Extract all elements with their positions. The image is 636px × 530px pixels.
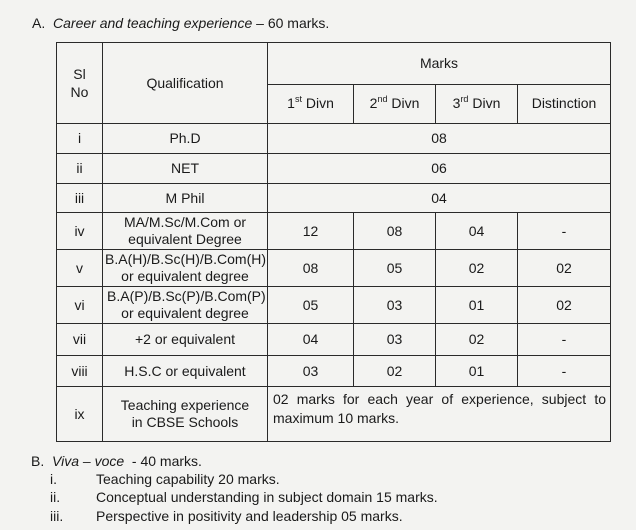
viva-item-number: ii. — [50, 489, 61, 505]
qualification-header: Qualification — [103, 43, 268, 124]
table-header-row — [57, 43, 611, 85]
viva-item-number: i. — [50, 471, 57, 487]
row-qualification: H.S.C or equivalent — [103, 356, 268, 387]
row-distinction: - — [518, 213, 611, 250]
row-third-divn: 02 — [436, 324, 518, 356]
row-sl: i — [57, 124, 103, 154]
row-distinction: 02 — [518, 287, 611, 324]
table-row — [57, 124, 611, 154]
row-second-divn: 02 — [354, 356, 436, 387]
row-first-divn: 03 — [268, 356, 354, 387]
table-row — [57, 213, 611, 250]
row-qualification: M Phil — [103, 184, 268, 213]
row-second-divn: 03 — [354, 287, 436, 324]
row-experience-note: 02 marks for each year of experience, subject to maximum 10 marks. — [268, 387, 611, 442]
section-a-letter: A. — [32, 15, 46, 31]
row-sl: ix — [57, 387, 103, 442]
row-second-divn: 05 — [354, 250, 436, 287]
marks-table — [56, 42, 611, 442]
row-sl: v — [57, 250, 103, 287]
row-qualification: B.A(H)/B.Sc(H)/B.Com(H) or equivalent degree — [103, 250, 268, 287]
viva-item-number: iii. — [50, 508, 64, 524]
section-b-letter: B. — [31, 453, 45, 469]
second-divn-header: 2nd Divn — [354, 84, 436, 124]
row-combined-marks: 04 — [268, 184, 611, 213]
row-third-divn: 01 — [436, 287, 518, 324]
row-third-divn: 02 — [436, 250, 518, 287]
table-row — [57, 387, 611, 442]
row-sl: viii — [57, 356, 103, 387]
table-row — [57, 154, 611, 184]
first-divn-header: 1st Divn — [268, 84, 354, 124]
viva-item-text: Perspective in positivity and leadership 05 marks. — [96, 508, 403, 524]
section-a-suffix: – 60 marks. — [252, 15, 330, 31]
table-row — [57, 250, 611, 287]
table-row — [57, 184, 611, 213]
row-third-divn: 01 — [436, 356, 518, 387]
row-second-divn: 08 — [354, 213, 436, 250]
row-qualification: Ph.D — [103, 124, 268, 154]
sl-no-header: Sl No — [57, 43, 103, 124]
row-first-divn: 08 — [268, 250, 354, 287]
viva-item-text: Teaching capability 20 marks. — [96, 471, 280, 487]
row-first-divn: 04 — [268, 324, 354, 356]
row-third-divn: 04 — [436, 213, 518, 250]
row-distinction: 02 — [518, 250, 611, 287]
row-qualification: NET — [103, 154, 268, 184]
row-distinction: - — [518, 324, 611, 356]
section-a-title: Career and teaching experience — [53, 15, 253, 31]
row-first-divn: 12 — [268, 213, 354, 250]
section-b-suffix: - 40 marks. — [124, 453, 202, 469]
row-sl: ii — [57, 154, 103, 184]
table-row — [57, 356, 611, 387]
row-qualification: +2 or equivalent — [103, 324, 268, 356]
row-distinction: - — [518, 356, 611, 387]
row-sl: vi — [57, 287, 103, 324]
marks-header: Marks — [268, 43, 611, 85]
row-qualification: B.A(P)/B.Sc(P)/B.Com(P) or equivalent degree — [103, 287, 268, 324]
section-b-heading — [31, 453, 202, 469]
row-combined-marks: 06 — [268, 154, 611, 184]
table-row — [57, 324, 611, 356]
table-row — [57, 287, 611, 324]
section-b-title: Viva – voce — [52, 453, 125, 469]
row-sl: iv — [57, 213, 103, 250]
third-divn-header: 3rd Divn — [436, 84, 518, 124]
row-second-divn: 03 — [354, 324, 436, 356]
section-a-heading — [32, 15, 329, 31]
row-qualification: MA/M.Sc/M.Com or equivalent Degree — [103, 213, 268, 250]
distinction-header: Distinction — [518, 84, 611, 124]
row-combined-marks: 08 — [268, 124, 611, 154]
row-sl: iii — [57, 184, 103, 213]
row-first-divn: 05 — [268, 287, 354, 324]
row-qualification: Teaching experience in CBSE Schools — [103, 387, 268, 442]
row-sl: vii — [57, 324, 103, 356]
viva-item-text: Conceptual understanding in subject domain 15 marks. — [96, 489, 438, 505]
